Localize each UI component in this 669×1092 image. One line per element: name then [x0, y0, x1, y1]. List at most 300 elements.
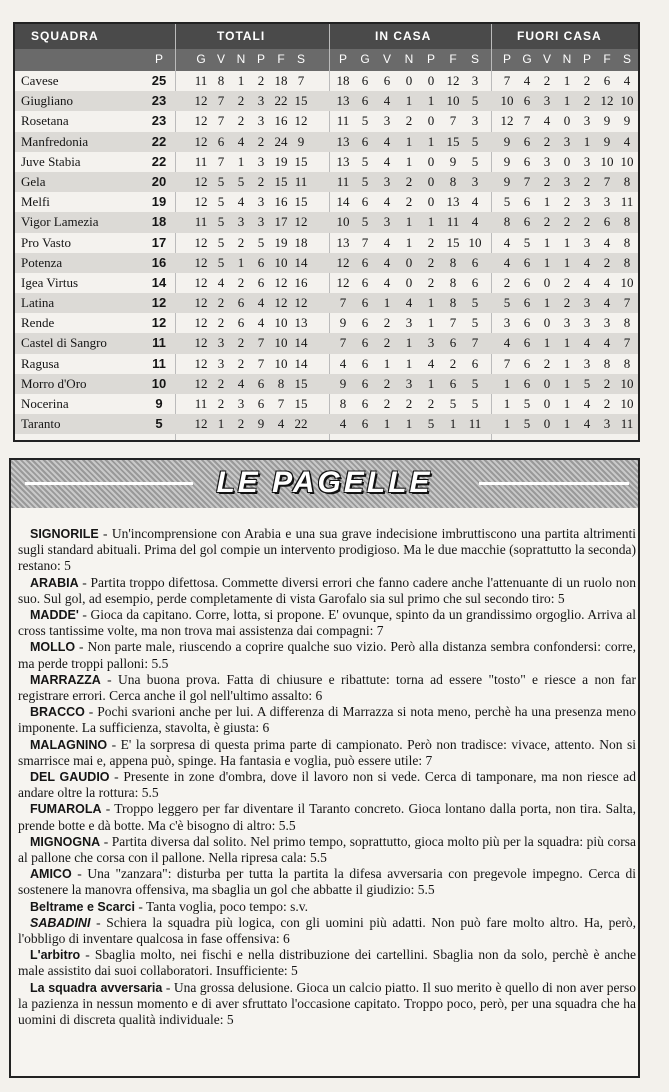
away-cell: 3 [563, 173, 571, 189]
away-cell: 8 [603, 355, 611, 371]
total-cell: 7 [217, 93, 225, 109]
away-cell: 4 [523, 73, 531, 88]
home-cell: 5 [471, 153, 479, 169]
team-points: 19 [151, 194, 167, 210]
rating-text: - Una grossa delusione. Gioca un calcio piatto. Il suo merito è quello di non aver perso la pazienza in nessun momento e di aver sfruttato l'occasione capitato. Troppo poco, però, per una squadra che ha uomini di discreta qualità individuale: 5 [18, 979, 636, 1028]
away-cell: 3 [583, 113, 591, 129]
total-cell: 2 [217, 375, 225, 391]
table-row [15, 394, 638, 414]
rating-paragraph [18, 526, 636, 575]
player-name: SIGNORILE [30, 527, 99, 541]
team-name: Ragusa [21, 355, 60, 371]
table-row [15, 253, 638, 273]
away-cell: 2 [543, 133, 551, 149]
total-cell: 12 [294, 214, 308, 230]
away-cell: 5 [583, 375, 591, 391]
away-cell: 2 [583, 214, 591, 230]
home-cell: 6 [471, 355, 479, 371]
total-cell: 5 [217, 234, 225, 250]
player-name: L'arbitro [30, 948, 81, 963]
home-cell: 8 [449, 295, 457, 311]
total-cell: 7 [217, 113, 225, 129]
total-cell: 12 [194, 234, 208, 250]
home-cell: 11 [336, 113, 350, 129]
home-cell: 0 [427, 173, 435, 189]
away-cell: 1 [563, 234, 571, 250]
team-name: Nocerina [21, 396, 69, 411]
away-cell: 4 [623, 73, 631, 88]
total-cell: 2 [257, 133, 265, 149]
total-cell: 3 [257, 214, 265, 230]
home-cell: 11 [468, 416, 482, 432]
team-name: Melfi [21, 194, 50, 210]
away-cell: 2 [503, 274, 511, 290]
rating-text: - Tanta voglia, poco tempo: s.v. [134, 898, 308, 914]
rating-paragraph [18, 899, 636, 915]
table-row [15, 233, 638, 253]
total-cell: 16 [274, 194, 288, 210]
total-cell: 4 [217, 274, 225, 290]
home-cell: 1 [383, 416, 391, 432]
away-cell: 1 [503, 396, 511, 411]
total-cell: 12 [194, 173, 208, 189]
away-cell: 1 [583, 133, 591, 149]
total-cell: 11 [194, 214, 208, 230]
team-name: Rosetana [21, 113, 69, 129]
team-name: Castel di Sangro [21, 335, 107, 351]
total-cell: 3 [237, 214, 245, 230]
away-cell: 1 [543, 194, 551, 210]
away-cell: 2 [543, 173, 551, 189]
away-cell: 0 [543, 416, 551, 432]
away-cell: 3 [603, 315, 611, 331]
rating-text: - E' la sorpresa di questa prima parte di campionato. Però non tradisce: vivace, attento. Non si smarrisce mai e, appena può, spinge. Ha fantasia e voglia, può essere utile: 7 [18, 736, 636, 768]
home-cell: 4 [383, 93, 391, 109]
total-cell: 15 [294, 153, 308, 169]
total-cell: 12 [194, 355, 208, 371]
header-home-4: P [426, 52, 435, 66]
home-cell: 6 [449, 375, 457, 391]
team-name: Juve Stabia [21, 153, 81, 169]
header-totali: TOTALI [217, 29, 266, 43]
away-cell: 1 [563, 396, 571, 411]
home-cell: 2 [405, 396, 413, 411]
total-cell: 12 [274, 274, 288, 290]
away-cell: 8 [623, 315, 631, 331]
team-name: Taranto [21, 416, 61, 432]
team-points: 14 [151, 274, 167, 290]
away-cell: 9 [503, 173, 511, 189]
home-cell: 4 [383, 254, 391, 270]
away-cell: 3 [583, 234, 591, 250]
header-away-1: G [522, 52, 532, 66]
away-cell: 3 [563, 315, 571, 331]
total-cell: 3 [217, 335, 225, 351]
player-name: MIGNOGNA [30, 834, 101, 849]
home-cell: 4 [383, 194, 391, 210]
total-cell: 6 [257, 396, 265, 411]
team-name: Vigor Lamezia [21, 214, 99, 230]
total-cell: 12 [194, 113, 208, 129]
table-row [15, 152, 638, 172]
total-cell: 17 [274, 214, 288, 230]
away-cell: 6 [603, 73, 611, 88]
home-cell: 1 [449, 416, 457, 432]
total-cell: 2 [237, 234, 245, 250]
home-cell: 8 [449, 274, 457, 290]
away-cell: 1 [543, 295, 551, 311]
total-cell: 1 [237, 73, 245, 88]
rating-text: - Gioca da capitano. Corre, lotta, si propone. E' ovunque, spinto da un grandissimo orgoglio. Arriva al cross tantissime volte, ma non trova mai assistenza dai compagni: 7 [18, 607, 636, 639]
away-cell: 10 [620, 375, 634, 391]
home-cell: 11 [336, 173, 350, 189]
home-cell: 2 [383, 396, 391, 411]
total-cell: 12 [194, 254, 208, 270]
team-points: 11 [152, 335, 166, 351]
home-cell: 2 [427, 396, 435, 411]
home-cell: 2 [383, 315, 391, 331]
header-home-1: G [360, 52, 370, 66]
home-cell: 6 [361, 73, 369, 88]
home-cell: 6 [361, 355, 369, 371]
away-cell: 1 [503, 416, 511, 432]
home-cell: 2 [449, 355, 457, 371]
total-cell: 3 [257, 194, 265, 210]
home-cell: 1 [427, 214, 435, 230]
home-cell: 2 [383, 375, 391, 391]
away-cell: 2 [563, 194, 571, 210]
total-cell: 12 [194, 375, 208, 391]
away-cell: 7 [523, 113, 531, 129]
home-cell: 4 [339, 355, 347, 371]
away-cell: 6 [523, 335, 531, 351]
table-row [15, 293, 638, 313]
total-cell: 11 [294, 173, 308, 189]
home-cell: 6 [471, 254, 479, 270]
away-cell: 1 [563, 73, 571, 88]
home-cell: 5 [471, 133, 479, 149]
away-cell: 10 [500, 93, 514, 109]
total-cell: 18 [274, 73, 288, 88]
rating-paragraph [18, 672, 636, 704]
home-cell: 5 [471, 315, 479, 331]
total-cell: 19 [274, 153, 288, 169]
home-cell: 13 [336, 133, 350, 149]
away-cell: 2 [563, 214, 571, 230]
rating-text: - Partita troppo difettosa. Commette diversi errori che fanno cadere anche l'attenuante di un ruolo non suo. Sul gol, ad esempio, perde completamente di vista Garofalo sia sul primo che sul secondo tiro: 5 [18, 574, 636, 606]
home-cell: 13 [336, 153, 350, 169]
player-name: AMICO [30, 867, 72, 882]
total-cell: 6 [257, 274, 265, 290]
home-cell: 6 [361, 295, 369, 311]
home-cell: 5 [361, 214, 369, 230]
player-name: MADDE' [30, 608, 79, 623]
home-cell: 6 [383, 73, 391, 88]
home-cell: 14 [336, 194, 350, 210]
home-cell: 15 [446, 133, 460, 149]
table-row [15, 273, 638, 293]
rating-paragraph [18, 801, 636, 833]
home-cell: 6 [361, 315, 369, 331]
team-points: 22 [151, 133, 167, 149]
total-cell: 1 [217, 416, 225, 432]
rating-paragraph [18, 866, 636, 898]
total-cell: 4 [237, 194, 245, 210]
rating-text: - Schiera la squadra più logica, con gli uomini più adatti. Non può fare molto altro. Ha, però, l'obbligo di inventare qualcosa in fase offensiva: 6 [18, 914, 636, 947]
away-cell: 6 [523, 254, 531, 270]
header-tot-0: G [196, 52, 206, 66]
home-cell: 6 [361, 416, 369, 432]
rating-paragraph [18, 947, 636, 979]
total-cell: 7 [277, 396, 285, 411]
total-cell: 2 [217, 315, 225, 331]
total-cell: 7 [257, 335, 265, 351]
away-cell: 4 [583, 396, 591, 411]
total-cell: 12 [194, 295, 208, 311]
away-cell: 7 [603, 173, 611, 189]
away-cell: 4 [623, 133, 631, 149]
table-row [15, 333, 638, 353]
total-cell: 3 [237, 396, 245, 411]
home-cell: 5 [361, 173, 369, 189]
total-cell: 19 [274, 234, 288, 250]
total-cell: 10 [274, 315, 288, 331]
total-cell: 12 [294, 295, 308, 311]
home-cell: 5 [471, 375, 479, 391]
total-cell: 2 [237, 416, 245, 432]
team-points: 20 [151, 173, 167, 189]
team-name: Manfredonia [21, 133, 89, 149]
player-name: Beltrame e Scarci [30, 899, 135, 914]
home-cell: 1 [405, 133, 413, 149]
home-cell: 7 [449, 315, 457, 331]
away-cell: 8 [623, 214, 631, 230]
total-cell: 6 [217, 133, 225, 149]
away-cell: 8 [623, 234, 631, 250]
home-cell: 6 [361, 93, 369, 109]
home-cell: 7 [449, 113, 457, 129]
away-cell: 6 [523, 133, 531, 149]
home-cell: 15 [446, 234, 460, 250]
pagelle-body [18, 526, 636, 1028]
away-cell: 8 [503, 214, 511, 230]
home-cell: 1 [405, 214, 413, 230]
total-cell: 13 [294, 315, 308, 331]
team-name: Giugliano [21, 93, 73, 109]
header-tot-5: S [296, 52, 305, 66]
home-cell: 13 [336, 234, 350, 250]
away-cell: 0 [563, 153, 571, 169]
away-cell: 6 [523, 153, 531, 169]
rating-text: - Presente in zone d'ombra, dove il lavoro non si vede. Cerca di tamponare, ma non riesce ad andare oltre la rottura: 5.5 [18, 769, 637, 801]
home-cell: 8 [449, 254, 457, 270]
table-row [15, 91, 638, 111]
team-points: 22 [151, 153, 167, 169]
standings-rows [15, 71, 638, 434]
away-cell: 10 [620, 396, 634, 411]
away-cell: 1 [503, 375, 511, 391]
home-cell: 6 [361, 133, 369, 149]
team-name: Morro d'Oro [21, 375, 87, 391]
header-home-2: V [382, 52, 391, 66]
team-points: 25 [151, 73, 167, 88]
rating-paragraph [18, 737, 636, 769]
team-points: 12 [151, 295, 167, 311]
header-home-5: F [449, 52, 457, 66]
header-tot-4: F [277, 52, 285, 66]
away-cell: 3 [503, 315, 511, 331]
header-home-3: N [404, 52, 414, 66]
header-away-6: S [622, 52, 631, 66]
table-row [15, 172, 638, 192]
home-cell: 5 [361, 113, 369, 129]
away-cell: 5 [503, 295, 511, 311]
away-cell: 7 [623, 335, 631, 351]
player-name: SABADINI [30, 915, 91, 930]
home-cell: 7 [361, 234, 369, 250]
away-cell: 1 [563, 416, 571, 432]
home-cell: 13 [446, 194, 460, 210]
total-cell: 6 [237, 315, 245, 331]
home-cell: 6 [361, 274, 369, 290]
total-cell: 2 [257, 173, 265, 189]
away-cell: 4 [603, 234, 611, 250]
total-cell: 14 [294, 254, 308, 270]
total-cell: 3 [217, 355, 225, 371]
away-cell: 6 [523, 214, 531, 230]
total-cell: 2 [217, 396, 225, 411]
away-cell: 3 [543, 93, 551, 109]
away-cell: 6 [523, 315, 531, 331]
away-cell: 2 [583, 173, 591, 189]
total-cell: 4 [237, 375, 245, 391]
total-cell: 2 [237, 355, 245, 371]
away-cell: 2 [603, 375, 611, 391]
home-cell: 0 [427, 153, 435, 169]
away-cell: 6 [523, 194, 531, 210]
rating-text: - Troppo leggero per far diventare il Taranto concreto. Gioca lontano dalla porta, non tira. Salta, prende botte e dà botte. Ma c'è bisogno di altro: 5.5 [18, 801, 636, 833]
home-cell: 1 [427, 93, 435, 109]
table-row [15, 71, 638, 91]
away-cell: 9 [603, 133, 611, 149]
pagelle-section [9, 458, 640, 1078]
home-cell: 1 [427, 295, 435, 311]
home-cell: 9 [339, 315, 347, 331]
player-name: ARABIA [30, 575, 79, 590]
total-cell: 2 [237, 113, 245, 129]
home-cell: 4 [405, 295, 413, 311]
home-cell: 3 [427, 335, 435, 351]
total-cell: 4 [257, 315, 265, 331]
team-name: Pro Vasto [21, 234, 71, 250]
away-cell: 4 [583, 274, 591, 290]
away-cell: 5 [503, 194, 511, 210]
home-cell: 3 [383, 173, 391, 189]
rating-text: - Non parte male, riuscendo a coprire qualche suo vizio. Però alla distanza sembra confondersi: corre, ma perde troppi palloni: 5.5 [18, 639, 636, 671]
team-points: 23 [151, 93, 167, 109]
away-cell: 0 [543, 396, 551, 411]
total-cell: 5 [257, 234, 265, 250]
away-cell: 7 [503, 355, 511, 371]
away-cell: 2 [563, 295, 571, 311]
rating-text: - Pochi svarioni anche per lui. A differenza di Marrazza si nota meno, perchè ha una presenza meno imponente. La sufficienza, stavolta, è giusta: 6 [18, 704, 636, 736]
home-cell: 3 [471, 73, 479, 88]
away-cell: 1 [563, 335, 571, 351]
team-name: Potenza [21, 254, 63, 270]
home-cell: 5 [471, 295, 479, 311]
player-name: La squadra avversaria [30, 980, 163, 995]
home-cell: 1 [405, 93, 413, 109]
total-cell: 12 [194, 194, 208, 210]
home-cell: 5 [471, 396, 479, 411]
home-cell: 2 [427, 254, 435, 270]
total-cell: 2 [257, 73, 265, 88]
table-group-header [15, 24, 638, 49]
home-cell: 6 [361, 335, 369, 351]
total-cell: 22 [294, 416, 308, 432]
total-cell: 12 [194, 133, 208, 149]
home-cell: 3 [383, 113, 391, 129]
home-cell: 10 [336, 214, 350, 230]
away-cell: 0 [543, 315, 551, 331]
standings-table [13, 22, 640, 442]
team-name: Cavese [21, 73, 59, 88]
home-cell: 5 [449, 396, 457, 411]
home-cell: 6 [361, 396, 369, 411]
total-cell: 1 [237, 254, 245, 270]
home-cell: 2 [405, 194, 413, 210]
away-cell: 4 [583, 254, 591, 270]
home-cell: 8 [339, 396, 347, 411]
home-cell: 0 [405, 274, 413, 290]
away-cell: 10 [620, 274, 634, 290]
away-cell: 0 [543, 274, 551, 290]
home-cell: 2 [405, 113, 413, 129]
away-cell: 11 [620, 194, 634, 210]
home-cell: 12 [336, 274, 350, 290]
away-cell: 4 [603, 295, 611, 311]
total-cell: 4 [237, 133, 245, 149]
team-name: Igea Virtus [21, 274, 79, 290]
total-cell: 5 [217, 173, 225, 189]
home-cell: 3 [471, 113, 479, 129]
header-tot-1: V [216, 52, 225, 66]
pagelle-title: LE PAGELLE [216, 466, 433, 499]
home-cell: 10 [468, 234, 482, 250]
home-cell: 4 [383, 153, 391, 169]
away-cell: 12 [500, 113, 514, 129]
team-points: 10 [151, 375, 167, 391]
home-cell: 4 [471, 194, 479, 210]
header-home-0: P [338, 52, 347, 66]
away-cell: 7 [503, 73, 511, 88]
table-row [15, 414, 638, 434]
away-cell: 7 [523, 173, 531, 189]
away-cell: 3 [583, 295, 591, 311]
home-cell: 1 [383, 295, 391, 311]
away-cell: 6 [523, 295, 531, 311]
home-cell: 2 [427, 274, 435, 290]
away-cell: 1 [543, 234, 551, 250]
total-cell: 5 [217, 194, 225, 210]
team-points: 18 [151, 214, 167, 230]
away-cell: 3 [583, 355, 591, 371]
away-cell: 8 [623, 173, 631, 189]
rating-paragraph [18, 639, 636, 671]
total-cell: 2 [217, 295, 225, 311]
home-cell: 6 [361, 254, 369, 270]
home-cell: 2 [427, 234, 435, 250]
